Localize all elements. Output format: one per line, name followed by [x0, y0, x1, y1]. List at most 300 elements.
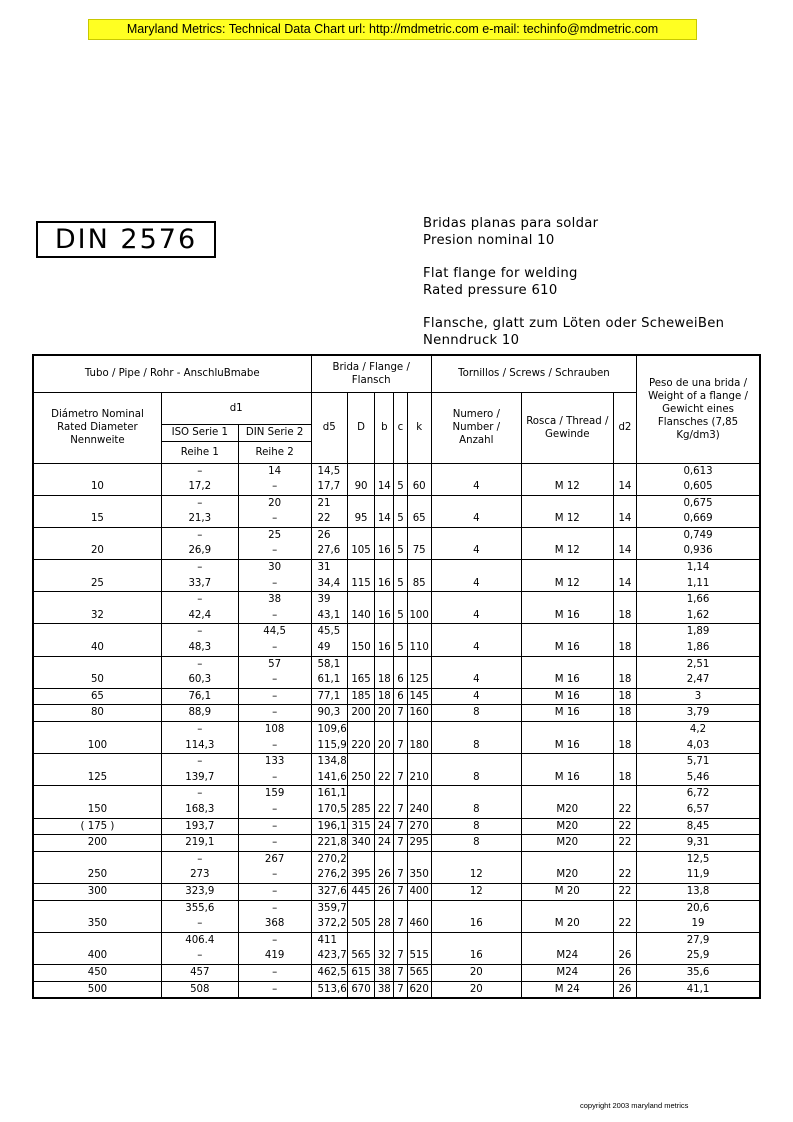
- weight-cell: 2,47: [637, 672, 760, 688]
- weight-cell: 35,6: [637, 964, 760, 981]
- flange-c-cell: 5: [394, 495, 407, 527]
- thread-cell: M 16: [521, 688, 613, 705]
- d5-cell: 43,1: [311, 608, 347, 624]
- din-d1-cell: 267: [238, 851, 311, 867]
- screw-number-cell: 8: [431, 705, 521, 722]
- flange-D-cell: 285: [347, 786, 374, 818]
- flange-k-cell: 460: [407, 900, 431, 932]
- flange-D-cell: 115: [347, 560, 374, 592]
- screw-number-cell: 16: [431, 900, 521, 932]
- d2-cell: 18: [613, 722, 636, 754]
- flange-D-cell: 220: [347, 722, 374, 754]
- flange-k-cell: 85: [407, 560, 431, 592]
- weight-cell: 0,605: [637, 479, 760, 495]
- screw-number-cell: 8: [431, 722, 521, 754]
- d5-cell: 26: [311, 527, 347, 543]
- flange-b-cell: 22: [375, 754, 394, 786]
- thread-cell: M 20: [521, 900, 613, 932]
- d5-cell: 45,5: [311, 624, 347, 640]
- screw-number-cell: 4: [431, 656, 521, 688]
- flange-b-cell: 16: [375, 592, 394, 624]
- flange-D-cell: 165: [347, 656, 374, 688]
- thread-cell: M20: [521, 835, 613, 852]
- table-row: [33, 981, 760, 998]
- iso-d1-cell: –: [161, 592, 238, 608]
- d2-cell: 22: [613, 883, 636, 900]
- table-body: [33, 463, 760, 998]
- flange-b-cell: 26: [375, 851, 394, 883]
- flange-c-cell: 7: [394, 932, 407, 964]
- flange-b-cell: 32: [375, 932, 394, 964]
- nominal-diameter-cell: 80: [33, 705, 161, 722]
- flange-k-cell: 160: [407, 705, 431, 722]
- flange-c-cell: 7: [394, 835, 407, 852]
- d5-cell: 17,7: [311, 479, 347, 495]
- description-english: [423, 266, 724, 299]
- iso-d1-cell: 76,1: [161, 688, 238, 705]
- thread-cell: M20: [521, 851, 613, 883]
- flange-b-cell: 14: [375, 495, 394, 527]
- flange-b-cell: 38: [375, 964, 394, 981]
- flange-c-cell: 5: [394, 463, 407, 495]
- description-es-line2: Presion nominal 10: [423, 232, 555, 248]
- description-en-line1: Flat flange for welding: [423, 266, 578, 281]
- weight-cell: 9,31: [637, 835, 760, 852]
- flange-k-cell: 515: [407, 932, 431, 964]
- thread-cell: M 16: [521, 656, 613, 688]
- thread-cell: M 12: [521, 560, 613, 592]
- table-row: [33, 835, 760, 852]
- din-d1-cell: 25: [238, 527, 311, 543]
- iso-d1-cell: 406.4: [161, 932, 238, 948]
- weight-cell: 1,14: [637, 560, 760, 576]
- nominal-diameter-header: Diámetro Nominal Rated Diameter Nennweite: [33, 392, 161, 463]
- screw-number-cell: 4: [431, 624, 521, 656]
- d2-cell: 18: [613, 688, 636, 705]
- number-header: Numero / Number / Anzahl: [431, 392, 521, 463]
- weight-cell: 3: [637, 688, 760, 705]
- iso-d1-cell: 273: [161, 867, 238, 883]
- screw-number-cell: 8: [431, 835, 521, 852]
- k-header: k: [407, 392, 431, 463]
- iso-d1-cell: –: [161, 495, 238, 511]
- flange-c-cell: 6: [394, 688, 407, 705]
- d5-cell: 22: [311, 511, 347, 527]
- flange-D-cell: 315: [347, 818, 374, 835]
- flange-D-cell: 670: [347, 981, 374, 998]
- iso-d1-cell: 21,3: [161, 511, 238, 527]
- d2-cell: 18: [613, 705, 636, 722]
- weight-cell: 12,5: [637, 851, 760, 867]
- iso-d1-cell: –: [161, 463, 238, 479]
- flange-c-cell: 5: [394, 560, 407, 592]
- flange-c-cell: 5: [394, 592, 407, 624]
- din-d1-cell: 38: [238, 592, 311, 608]
- thread-cell: M24: [521, 932, 613, 964]
- din-d1-cell: –: [238, 981, 311, 998]
- thread-cell: M 24: [521, 981, 613, 998]
- table-row: [33, 754, 760, 770]
- din-d1-cell: –: [238, 738, 311, 754]
- flange-b-cell: 26: [375, 883, 394, 900]
- weight-cell: 20,6: [637, 900, 760, 916]
- din-d1-cell: –: [238, 576, 311, 592]
- weight-cell: 6,57: [637, 802, 760, 818]
- thread-cell: M 12: [521, 463, 613, 495]
- nominal-diameter-cell: 250: [33, 851, 161, 883]
- copyright-notice: copyright 2003 maryland metrics: [580, 1101, 689, 1110]
- weight-cell: 4,2: [637, 722, 760, 738]
- d2-cell: 22: [613, 786, 636, 818]
- din-d1-cell: –: [238, 883, 311, 900]
- nominal-diameter-cell: 65: [33, 688, 161, 705]
- flange-c-cell: 7: [394, 754, 407, 786]
- nominal-diameter-cell: 10: [33, 463, 161, 495]
- flange-D-cell: 565: [347, 932, 374, 964]
- table-row: [33, 527, 760, 543]
- flange-k-cell: 145: [407, 688, 431, 705]
- weight-cell: 41,1: [637, 981, 760, 998]
- nominal-diameter-cell: 125: [33, 754, 161, 786]
- din-d1-cell: 419: [238, 948, 311, 964]
- flange-c-cell: 7: [394, 851, 407, 883]
- header-banner: Maryland Metrics: Technical Data Chart url: http://mdmetric.com e-mail: techinfo@mdmetric.com: [88, 19, 697, 40]
- d2-cell: 14: [613, 495, 636, 527]
- din-d1-cell: 108: [238, 722, 311, 738]
- iso-d1-cell: 114,3: [161, 738, 238, 754]
- din-d1-cell: 159: [238, 786, 311, 802]
- description-german: [423, 316, 724, 349]
- description-es-line1: Bridas planas para soldar: [423, 216, 599, 231]
- flange-k-cell: 565: [407, 964, 431, 981]
- din-d1-cell: –: [238, 543, 311, 559]
- table-row: [33, 688, 760, 705]
- iso-d1-cell: 168,3: [161, 802, 238, 818]
- thread-cell: M 20: [521, 883, 613, 900]
- iso-d1-cell: 355,6: [161, 900, 238, 916]
- D-header: D: [347, 392, 374, 463]
- flange-b-cell: 16: [375, 624, 394, 656]
- d5-cell: 61,1: [311, 672, 347, 688]
- weight-cell: 0,675: [637, 495, 760, 511]
- d5-cell: 134,8: [311, 754, 347, 770]
- d2-cell: 26: [613, 932, 636, 964]
- nominal-diameter-cell: 350: [33, 900, 161, 932]
- iso-d1-cell: 42,4: [161, 608, 238, 624]
- iso-d1-cell: –: [161, 527, 238, 543]
- weight-cell: 5,46: [637, 770, 760, 786]
- d2-cell: 26: [613, 964, 636, 981]
- d5-cell: 423,7: [311, 948, 347, 964]
- d5-cell: 58,1: [311, 656, 347, 672]
- iso-d1-cell: –: [161, 656, 238, 672]
- din-d1-cell: 44,5: [238, 624, 311, 640]
- reihe2-header: Reihe 2: [238, 441, 311, 463]
- flange-b-cell: 16: [375, 527, 394, 559]
- screw-number-cell: 4: [431, 592, 521, 624]
- nominal-diameter-cell: 450: [33, 964, 161, 981]
- flange-D-cell: 445: [347, 883, 374, 900]
- screw-number-cell: 4: [431, 560, 521, 592]
- weight-cell: 0,669: [637, 511, 760, 527]
- nominal-diameter-cell: 32: [33, 592, 161, 624]
- d5-cell: 90,3: [311, 705, 347, 722]
- weight-cell: 8,45: [637, 818, 760, 835]
- d5-cell: 372,2: [311, 916, 347, 932]
- d5-cell: 411: [311, 932, 347, 948]
- d1-header: d1: [161, 392, 311, 424]
- iso-d1-cell: 88,9: [161, 705, 238, 722]
- flange-D-cell: 95: [347, 495, 374, 527]
- weight-cell: 1,62: [637, 608, 760, 624]
- thread-cell: M 16: [521, 592, 613, 624]
- flange-D-cell: 505: [347, 900, 374, 932]
- weight-cell: 25,9: [637, 948, 760, 964]
- weight-cell: 11,9: [637, 867, 760, 883]
- d5-cell: 513,6: [311, 981, 347, 998]
- weight-cell: 1,86: [637, 640, 760, 656]
- table-row: [33, 818, 760, 835]
- iso-d1-cell: 508: [161, 981, 238, 998]
- din-d1-cell: –: [238, 672, 311, 688]
- flange-D-cell: 340: [347, 835, 374, 852]
- flange-k-cell: 240: [407, 786, 431, 818]
- weight-header: Peso de una brida / Weight of a flange / Gewicht eines Flansches (7,85 Kg/dm3): [637, 355, 760, 463]
- din-d1-cell: –: [238, 511, 311, 527]
- iso-d1-cell: 48,3: [161, 640, 238, 656]
- din-d1-cell: –: [238, 867, 311, 883]
- table-row: [33, 560, 760, 576]
- flange-D-cell: 185: [347, 688, 374, 705]
- d5-cell: 115,9: [311, 738, 347, 754]
- nominal-diameter-cell: 15: [33, 495, 161, 527]
- iso-d1-cell: 17,2: [161, 479, 238, 495]
- flange-b-cell: 20: [375, 722, 394, 754]
- flange-D-cell: 90: [347, 463, 374, 495]
- screw-number-cell: 20: [431, 981, 521, 998]
- din-d1-cell: –: [238, 818, 311, 835]
- table-row: [33, 592, 760, 608]
- nominal-diameter-cell: 150: [33, 786, 161, 818]
- weight-cell: 3,79: [637, 705, 760, 722]
- flange-k-cell: 295: [407, 835, 431, 852]
- flange-k-cell: 125: [407, 656, 431, 688]
- description-en-line2: Rated pressure 610: [423, 282, 558, 298]
- din-d1-cell: 30: [238, 560, 311, 576]
- weight-cell: 2,51: [637, 656, 760, 672]
- flange-b-cell: 20: [375, 705, 394, 722]
- description-de-line2: Nenndruck 10: [423, 332, 520, 348]
- d5-cell: 221,8: [311, 835, 347, 852]
- din-d1-cell: 368: [238, 916, 311, 932]
- screw-number-cell: 16: [431, 932, 521, 964]
- nominal-diameter-cell: 25: [33, 560, 161, 592]
- weight-cell: 1,66: [637, 592, 760, 608]
- weight-cell: 0,936: [637, 543, 760, 559]
- weight-cell: 27,9: [637, 932, 760, 948]
- iso-d1-cell: –: [161, 948, 238, 964]
- iso-d1-cell: –: [161, 786, 238, 802]
- nominal-diameter-cell: 100: [33, 722, 161, 754]
- screw-number-cell: 12: [431, 851, 521, 883]
- table-row: [33, 900, 760, 916]
- thread-cell: M 16: [521, 754, 613, 786]
- weight-cell: 4,03: [637, 738, 760, 754]
- table-row: [33, 705, 760, 722]
- flange-b-cell: 24: [375, 835, 394, 852]
- thread-cell: M20: [521, 786, 613, 818]
- d5-header: d5: [311, 392, 347, 463]
- d5-cell: 39: [311, 592, 347, 608]
- flange-c-cell: 7: [394, 786, 407, 818]
- din-d1-cell: 133: [238, 754, 311, 770]
- nominal-diameter-cell: ( 175 ): [33, 818, 161, 835]
- screw-number-cell: 8: [431, 786, 521, 818]
- weight-cell: 13,8: [637, 883, 760, 900]
- weight-cell: 6,72: [637, 786, 760, 802]
- description-spanish: [423, 216, 724, 249]
- d2-cell: 14: [613, 527, 636, 559]
- din-d1-cell: –: [238, 802, 311, 818]
- d5-cell: 359,7: [311, 900, 347, 916]
- d2-cell: 14: [613, 560, 636, 592]
- nominal-diameter-cell: 500: [33, 981, 161, 998]
- nominal-diameter-cell: 20: [33, 527, 161, 559]
- iso-d1-cell: –: [161, 851, 238, 867]
- d5-cell: 276,2: [311, 867, 347, 883]
- d5-cell: 34,4: [311, 576, 347, 592]
- flange-k-cell: 350: [407, 851, 431, 883]
- din-d1-cell: –: [238, 964, 311, 981]
- flange-b-cell: 18: [375, 688, 394, 705]
- din-d1-cell: –: [238, 479, 311, 495]
- flange-D-cell: 140: [347, 592, 374, 624]
- din-d1-cell: –: [238, 608, 311, 624]
- thread-header: Rosca / Thread / Gewinde: [521, 392, 613, 463]
- flange-c-cell: 7: [394, 964, 407, 981]
- flange-c-cell: 7: [394, 818, 407, 835]
- weight-cell: 5,71: [637, 754, 760, 770]
- reihe1-header: Reihe 1: [161, 441, 238, 463]
- thread-cell: M 12: [521, 527, 613, 559]
- table-row: [33, 786, 760, 802]
- d5-cell: 196,1: [311, 818, 347, 835]
- iso-d1-cell: 139,7: [161, 770, 238, 786]
- screw-number-cell: 4: [431, 527, 521, 559]
- flange-k-cell: 60: [407, 463, 431, 495]
- flange-c-cell: 7: [394, 722, 407, 754]
- weight-cell: 1,11: [637, 576, 760, 592]
- d5-cell: 109,6: [311, 722, 347, 738]
- d5-cell: 27,6: [311, 543, 347, 559]
- flange-c-cell: 7: [394, 883, 407, 900]
- flange-D-cell: 150: [347, 624, 374, 656]
- d2-cell: 22: [613, 835, 636, 852]
- screws-group-header: Tornillos / Screws / Schrauben: [431, 355, 636, 392]
- nominal-diameter-cell: 400: [33, 932, 161, 964]
- din-d1-cell: 57: [238, 656, 311, 672]
- din-series-header: DIN Serie 2: [238, 424, 311, 441]
- flange-b-cell: 38: [375, 981, 394, 998]
- d2-cell: 14: [613, 463, 636, 495]
- iso-d1-cell: –: [161, 916, 238, 932]
- iso-d1-cell: 323,9: [161, 883, 238, 900]
- iso-d1-cell: 60,3: [161, 672, 238, 688]
- iso-d1-cell: 193,7: [161, 818, 238, 835]
- flange-k-cell: 270: [407, 818, 431, 835]
- iso-series-header: ISO Serie 1: [161, 424, 238, 441]
- screw-number-cell: 20: [431, 964, 521, 981]
- flange-b-cell: 14: [375, 463, 394, 495]
- screw-number-cell: 12: [431, 883, 521, 900]
- flange-k-cell: 210: [407, 754, 431, 786]
- table-row: [33, 883, 760, 900]
- flange-c-cell: 5: [394, 527, 407, 559]
- flange-k-cell: 180: [407, 722, 431, 754]
- d2-cell: 18: [613, 592, 636, 624]
- din-d1-cell: –: [238, 640, 311, 656]
- d5-cell: 141,6: [311, 770, 347, 786]
- iso-d1-cell: 26,9: [161, 543, 238, 559]
- flange-b-cell: 18: [375, 656, 394, 688]
- flange-c-cell: 6: [394, 656, 407, 688]
- d5-cell: 77,1: [311, 688, 347, 705]
- screw-number-cell: 8: [431, 818, 521, 835]
- table-row: [33, 624, 760, 640]
- flange-k-cell: 110: [407, 624, 431, 656]
- flange-k-cell: 65: [407, 495, 431, 527]
- din-d1-cell: –: [238, 835, 311, 852]
- d5-cell: 14,5: [311, 463, 347, 479]
- description-block: [423, 216, 724, 366]
- pipe-group-header: Tubo / Pipe / Rohr - AnschluBmabe: [33, 355, 311, 392]
- iso-d1-cell: –: [161, 624, 238, 640]
- thread-cell: M20: [521, 818, 613, 835]
- thread-cell: M 16: [521, 705, 613, 722]
- flange-c-cell: 7: [394, 981, 407, 998]
- din-d1-cell: –: [238, 900, 311, 916]
- thread-cell: M24: [521, 964, 613, 981]
- table-row: [33, 851, 760, 867]
- d2-cell: 18: [613, 624, 636, 656]
- iso-d1-cell: 33,7: [161, 576, 238, 592]
- table-row: [33, 964, 760, 981]
- flange-k-cell: 75: [407, 527, 431, 559]
- table-row: [33, 656, 760, 672]
- flange-D-cell: 615: [347, 964, 374, 981]
- d2-header: d2: [613, 392, 636, 463]
- flange-D-cell: 105: [347, 527, 374, 559]
- flange-data-table: [32, 354, 761, 999]
- d2-cell: 18: [613, 656, 636, 688]
- iso-d1-cell: 457: [161, 964, 238, 981]
- flange-c-cell: 7: [394, 900, 407, 932]
- iso-d1-cell: –: [161, 722, 238, 738]
- iso-d1-cell: 219,1: [161, 835, 238, 852]
- nominal-diameter-cell: 50: [33, 656, 161, 688]
- d5-cell: 270,2: [311, 851, 347, 867]
- weight-cell: 0,749: [637, 527, 760, 543]
- nominal-diameter-cell: 300: [33, 883, 161, 900]
- d5-cell: 31: [311, 560, 347, 576]
- flange-D-cell: 395: [347, 851, 374, 883]
- flange-b-cell: 28: [375, 900, 394, 932]
- table-row: [33, 495, 760, 511]
- flange-k-cell: 620: [407, 981, 431, 998]
- weight-cell: 1,89: [637, 624, 760, 640]
- nominal-diameter-cell: 40: [33, 624, 161, 656]
- flange-k-cell: 400: [407, 883, 431, 900]
